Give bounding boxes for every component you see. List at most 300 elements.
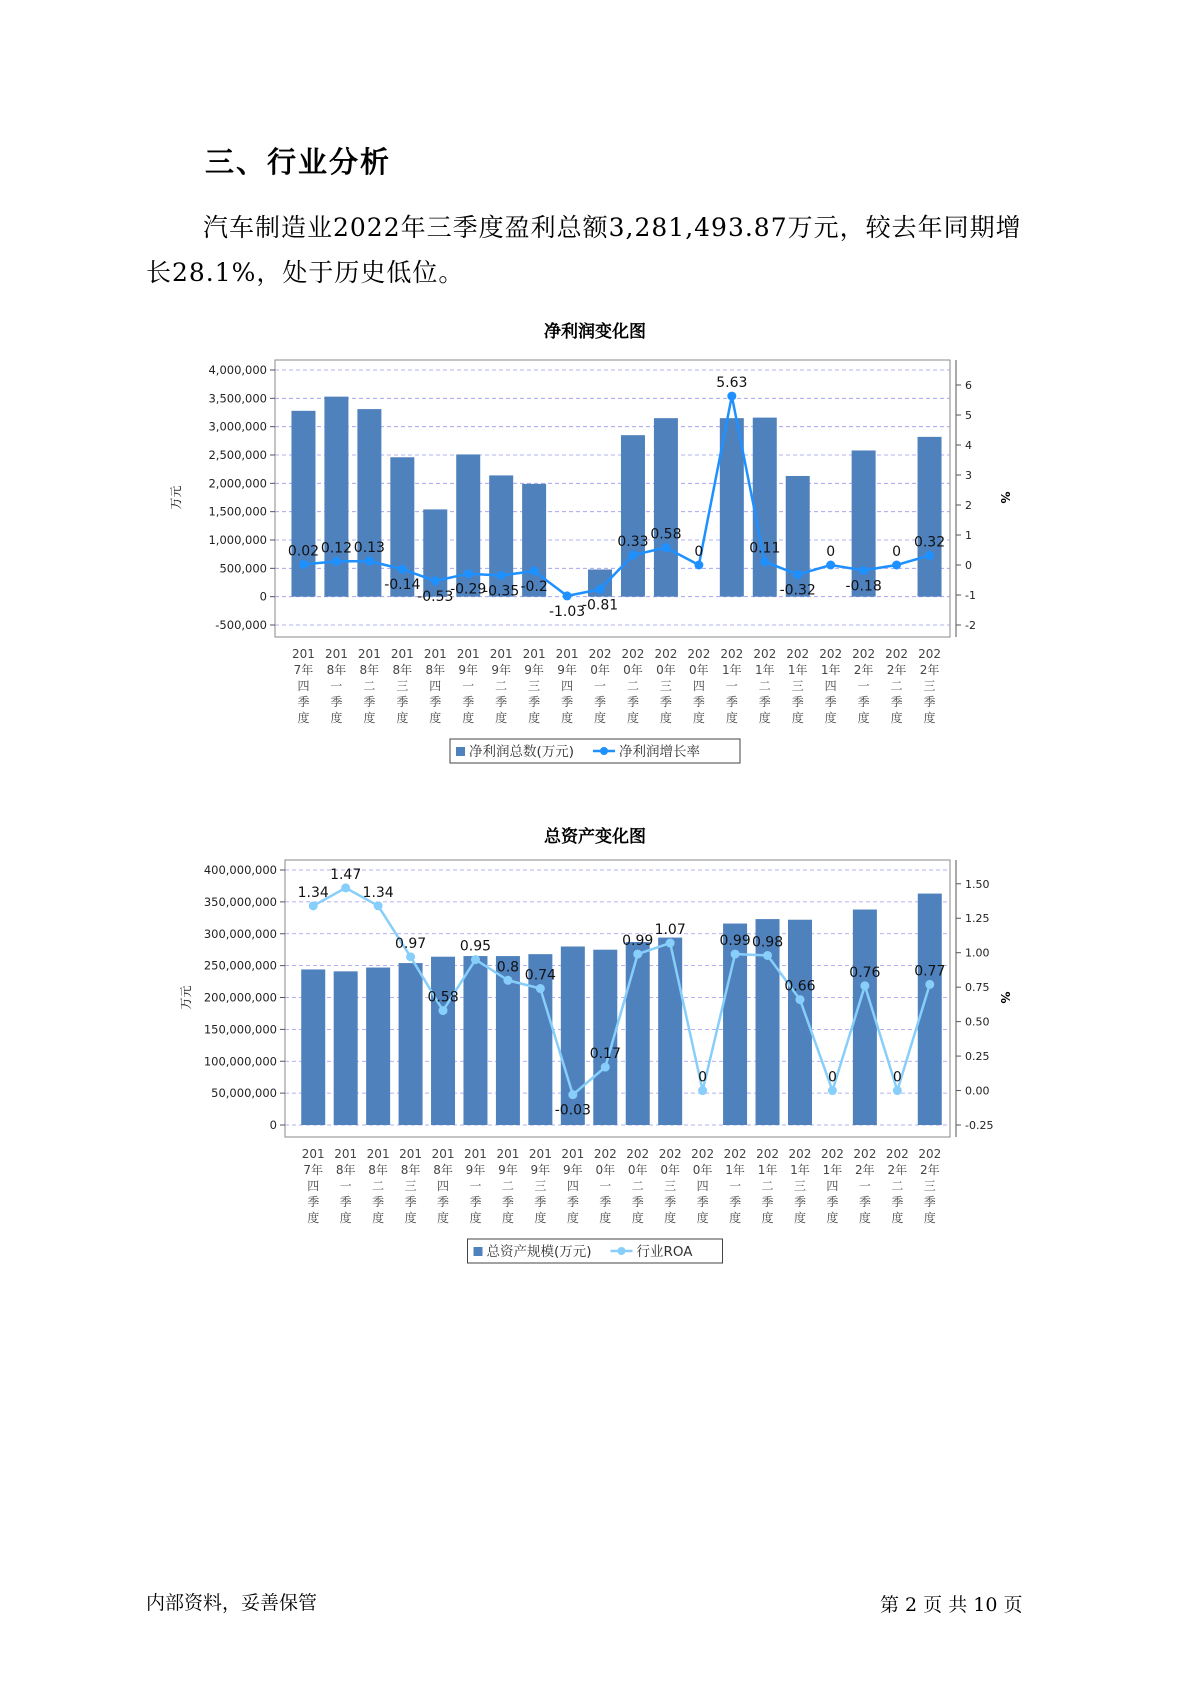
- bar: [658, 938, 682, 1125]
- line-point: [628, 551, 637, 560]
- x-tick-label: 202: [588, 647, 612, 661]
- data-label: 0.74: [524, 967, 556, 984]
- data-label: 0.77: [914, 963, 946, 980]
- y-tick-label: 250,000,000: [203, 958, 277, 973]
- x-tick-label: 季: [631, 1195, 644, 1209]
- x-tick-label: 8年: [326, 663, 347, 677]
- data-label: 0.99: [622, 933, 654, 950]
- x-tick-label: 2年: [919, 663, 940, 677]
- x-tick-label: 二: [363, 679, 376, 693]
- x-tick-label: 三: [664, 1179, 677, 1193]
- x-tick-label: 201: [522, 647, 546, 661]
- bar: [301, 969, 325, 1125]
- data-label: 5.63: [716, 375, 748, 392]
- y-tick-label: 500,000: [219, 561, 267, 576]
- y2-tick-label: 5: [965, 409, 972, 422]
- x-tick-label: 201: [334, 1147, 358, 1161]
- line-point: [892, 561, 901, 570]
- x-tick-label: 9年: [498, 1163, 518, 1177]
- line-point: [563, 591, 572, 600]
- data-label: 1.34: [362, 884, 394, 901]
- bar: [366, 968, 390, 1125]
- y-tick-label: 0: [269, 1118, 277, 1132]
- legend-bar-label: 总资产规模(万元): [486, 1244, 592, 1260]
- x-tick-label: 季: [566, 1195, 579, 1209]
- data-label: 0.99: [719, 933, 751, 950]
- x-tick-label: 1年: [754, 663, 775, 677]
- x-tick-label: 季: [594, 695, 607, 709]
- x-tick-label: 四: [307, 1179, 320, 1193]
- data-label: 0.12: [320, 540, 353, 557]
- y-tick-label: 3,500,000: [208, 391, 267, 406]
- x-tick-label: 度: [561, 711, 574, 725]
- x-tick-label: 度: [462, 711, 475, 725]
- x-tick-label: 7年: [303, 1163, 324, 1177]
- x-tick-label: 201: [399, 1147, 423, 1161]
- x-tick-label: 四: [824, 679, 837, 693]
- data-label: 0: [892, 544, 902, 560]
- x-tick-label: 度: [664, 1211, 677, 1225]
- x-tick-label: 201: [464, 1147, 487, 1161]
- data-label: -1.03: [548, 603, 586, 620]
- x-tick-label: 季: [297, 695, 310, 709]
- line-point: [365, 557, 374, 566]
- bar: [853, 910, 877, 1125]
- line-point: [633, 950, 642, 959]
- data-label: 0.8: [496, 959, 520, 976]
- x-tick-label: 0年: [590, 663, 610, 677]
- y2-tick-label: 2: [965, 499, 972, 512]
- x-tick-label: 度: [826, 1211, 839, 1225]
- x-tick-label: 季: [729, 1195, 742, 1209]
- y-tick-label: 0: [259, 589, 267, 604]
- y2-tick-label: 0: [965, 559, 972, 572]
- x-tick-label: 季: [923, 695, 936, 709]
- legend-line-marker: [618, 1247, 626, 1255]
- x-tick-label: 一: [729, 1179, 742, 1193]
- x-tick-label: 三: [528, 679, 541, 693]
- x-tick-label: 201: [496, 1147, 520, 1161]
- y2-tick-label: -1: [965, 589, 976, 602]
- line-point: [828, 1086, 837, 1095]
- x-tick-label: 8年: [359, 663, 380, 677]
- x-tick-label: 度: [626, 711, 639, 725]
- data-label: 0.11: [749, 540, 781, 557]
- data-label: 0: [826, 544, 836, 560]
- data-label: 0: [892, 1069, 902, 1086]
- x-tick-label: 度: [594, 711, 607, 725]
- y-tick-label: 400,000,000: [203, 863, 277, 877]
- line-point: [925, 980, 934, 989]
- x-tick-label: 度: [501, 1211, 514, 1225]
- bar: [357, 409, 381, 597]
- x-tick-label: 202: [820, 1147, 844, 1161]
- data-label: 0.02: [287, 543, 320, 560]
- x-tick-label: 二: [631, 1179, 644, 1193]
- x-tick-label: 度: [437, 1211, 450, 1225]
- line-point: [464, 569, 473, 578]
- x-tick-label: 二: [761, 1179, 774, 1193]
- y2-axis-title: %: [998, 991, 1012, 1004]
- legend-bar-swatch: [456, 747, 465, 756]
- y-tick-label: 1,500,000: [208, 504, 267, 519]
- x-tick-label: 季: [692, 695, 705, 709]
- x-tick-label: 季: [791, 695, 804, 709]
- x-tick-label: 四: [429, 679, 442, 693]
- x-tick-label: 201: [489, 647, 513, 661]
- y-tick-label: 150,000,000: [203, 1022, 277, 1037]
- x-tick-label: 二: [890, 679, 903, 693]
- x-tick-label: 202: [720, 647, 744, 661]
- x-tick-label: 202: [687, 647, 711, 661]
- y-tick-label: 4,000,000: [208, 363, 267, 377]
- x-tick-label: 一: [330, 679, 343, 693]
- x-tick-label: 1年: [725, 1163, 745, 1177]
- x-tick-label: 二: [501, 1179, 514, 1193]
- x-tick-label: 季: [626, 695, 639, 709]
- x-tick-label: 四: [437, 1179, 450, 1193]
- line-point: [731, 950, 740, 959]
- x-tick-label: 季: [561, 695, 574, 709]
- x-tick-label: 201: [324, 647, 348, 661]
- y-tick-label: 3,000,000: [208, 419, 267, 434]
- x-tick-label: 季: [664, 1195, 677, 1209]
- x-tick-label: 0年: [623, 663, 643, 677]
- data-label: 0: [827, 1069, 837, 1086]
- line-point: [666, 939, 675, 948]
- data-label: -0.29: [450, 581, 487, 598]
- data-label: 0.66: [784, 978, 816, 995]
- x-tick-label: 季: [725, 695, 738, 709]
- y2-tick-label: 0.75: [965, 981, 990, 995]
- line-point: [698, 1086, 707, 1095]
- line-point: [661, 543, 670, 552]
- line-point: [332, 557, 341, 566]
- data-label: 0.13: [353, 540, 385, 557]
- x-tick-label: 季: [330, 695, 343, 709]
- x-tick-label: 度: [659, 711, 672, 725]
- x-tick-label: 8年: [335, 1163, 356, 1177]
- line-point: [793, 570, 802, 579]
- x-tick-label: 1年: [790, 1163, 810, 1177]
- x-tick-label: 8年: [368, 1163, 388, 1177]
- data-label: 0: [698, 1069, 708, 1086]
- x-tick-label: 度: [791, 711, 804, 725]
- y2-tick-label: 1.00: [965, 946, 990, 960]
- x-tick-label: 二: [891, 1179, 904, 1193]
- x-tick-label: 季: [469, 1195, 482, 1209]
- x-tick-label: 度: [923, 711, 936, 725]
- bar: [626, 942, 650, 1125]
- line-point: [860, 981, 869, 990]
- y-tick-label: 2,500,000: [208, 448, 267, 462]
- x-tick-label: 202: [853, 1147, 877, 1161]
- y2-tick-label: 1.25: [965, 912, 990, 926]
- x-tick-label: 201: [366, 1147, 390, 1161]
- y-tick-label: 50,000,000: [211, 1086, 277, 1101]
- y2-tick-label: -0.25: [965, 1119, 994, 1132]
- legend-bar-swatch: [474, 1247, 483, 1256]
- x-tick-label: 度: [534, 1211, 547, 1225]
- x-tick-label: 季: [495, 695, 508, 709]
- x-tick-label: 8年: [400, 1163, 421, 1177]
- x-tick-label: 7年: [293, 663, 314, 677]
- x-tick-label: 201: [357, 647, 381, 661]
- x-tick-label: 202: [786, 647, 810, 661]
- x-tick-label: 1年: [822, 1163, 843, 1177]
- x-tick-label: 度: [528, 711, 541, 725]
- x-tick-label: 202: [593, 1147, 617, 1161]
- x-tick-label: 季: [372, 1195, 385, 1209]
- x-tick-label: 季: [758, 695, 771, 709]
- x-tick-label: 201: [292, 647, 315, 661]
- y2-tick-label: 6: [965, 379, 972, 392]
- x-tick-label: 202: [885, 647, 909, 661]
- x-tick-label: 度: [761, 1211, 774, 1225]
- x-tick-label: 度: [469, 1211, 482, 1225]
- y2-tick-label: 0.00: [965, 1084, 990, 1098]
- x-tick-label: 9年: [557, 663, 577, 677]
- x-tick-label: 9年: [524, 663, 544, 677]
- y2-tick-label: -2: [965, 619, 976, 632]
- line-point: [826, 561, 835, 570]
- x-tick-label: 202: [885, 1147, 909, 1161]
- line-point: [596, 585, 605, 594]
- data-label: 0.76: [849, 964, 881, 981]
- y-axis-title: 万元: [169, 485, 183, 510]
- x-tick-label: 202: [621, 647, 645, 661]
- x-tick-label: 四: [561, 679, 574, 693]
- x-tick-label: 季: [339, 1195, 352, 1209]
- data-label: 1.47: [330, 866, 362, 883]
- x-tick-label: 季: [429, 695, 442, 709]
- legend-line-label: 净利润增长率: [619, 744, 700, 760]
- line-point: [471, 955, 480, 964]
- x-tick-label: 201: [431, 1147, 455, 1161]
- x-tick-label: 季: [824, 695, 837, 709]
- line-point: [439, 1006, 448, 1015]
- data-label: -0.81: [581, 597, 619, 614]
- x-tick-label: 度: [396, 711, 409, 725]
- x-tick-label: 季: [858, 1195, 871, 1209]
- x-tick-label: 201: [390, 647, 414, 661]
- x-tick-label: 2年: [919, 1163, 940, 1177]
- legend-bar-label: 净利润总数(万元): [469, 744, 575, 760]
- line-point: [763, 951, 772, 960]
- data-label: 1.07: [654, 922, 686, 939]
- y-tick-label: 200,000,000: [203, 990, 277, 1005]
- line-point: [893, 1086, 902, 1095]
- x-tick-label: 度: [793, 1211, 806, 1225]
- x-tick-label: 度: [923, 1211, 936, 1225]
- data-label: -0.18: [845, 578, 882, 595]
- data-label: 0.95: [459, 938, 492, 955]
- x-tick-label: 季: [659, 695, 672, 709]
- line-point: [398, 565, 407, 574]
- data-label: 0.58: [650, 526, 682, 543]
- line-point: [568, 1090, 577, 1099]
- y-tick-label: 300,000,000: [203, 926, 277, 941]
- x-tick-label: 三: [396, 679, 409, 693]
- x-tick-label: 季: [462, 695, 475, 709]
- data-label: -0.53: [417, 588, 454, 605]
- data-label: -0.03: [554, 1102, 591, 1119]
- x-tick-label: 三: [923, 679, 936, 693]
- y2-tick-label: 0.25: [965, 1050, 990, 1064]
- chart-title: 净利润变化图: [544, 322, 646, 342]
- bar: [334, 971, 358, 1125]
- y2-tick-label: 3: [965, 469, 972, 482]
- x-tick-label: 度: [891, 1211, 904, 1225]
- section-heading: 三、行业分析: [205, 145, 392, 179]
- x-tick-label: 0年: [692, 1163, 713, 1177]
- x-tick-label: 一: [857, 679, 870, 693]
- x-tick-label: 度: [696, 1211, 709, 1225]
- x-tick-label: 度: [857, 711, 870, 725]
- x-tick-label: 三: [791, 679, 804, 693]
- section-paragraph: 汽车制造业2022年三季度盈利总额3,281,493.87万元，较去年同期增长28.1%，处于历史低位。: [146, 213, 1022, 287]
- x-tick-label: 季: [793, 1195, 806, 1209]
- line-point: [503, 976, 512, 985]
- x-tick-label: 度: [824, 711, 837, 725]
- bar: [431, 957, 455, 1125]
- x-tick-label: 度: [692, 711, 705, 725]
- footer-confidential-note: 内部资料，妥善保管: [146, 1592, 318, 1614]
- line-point: [374, 901, 383, 910]
- x-tick-label: 8年: [433, 1163, 453, 1177]
- x-tick-label: 三: [923, 1179, 936, 1193]
- x-tick-label: 202: [654, 647, 678, 661]
- line-point: [795, 995, 804, 1004]
- x-tick-label: 8年: [425, 663, 446, 677]
- x-tick-label: 201: [528, 1147, 552, 1161]
- x-tick-label: 202: [918, 1147, 942, 1161]
- x-tick-label: 0年: [660, 1163, 680, 1177]
- bar: [654, 418, 678, 596]
- bar: [390, 457, 414, 596]
- x-tick-label: 度: [631, 1211, 644, 1225]
- x-tick-label: 季: [528, 695, 541, 709]
- data-label: 0: [694, 544, 704, 560]
- x-tick-label: 2年: [855, 1163, 875, 1177]
- bar: [918, 437, 942, 597]
- data-label: 0.97: [394, 935, 427, 952]
- x-tick-label: 度: [599, 1211, 612, 1225]
- x-tick-label: 202: [918, 647, 941, 661]
- data-label: -0.14: [384, 577, 421, 594]
- bar: [463, 956, 487, 1125]
- x-tick-label: 季: [307, 1195, 320, 1209]
- x-tick-label: 202: [788, 1147, 812, 1161]
- x-tick-label: 季: [923, 1195, 936, 1209]
- x-tick-label: 201: [301, 1147, 325, 1161]
- x-tick-label: 季: [891, 1195, 904, 1209]
- data-label: 0.58: [427, 989, 459, 1006]
- x-tick-label: 季: [534, 1195, 547, 1209]
- x-tick-label: 季: [404, 1195, 417, 1209]
- data-label: 1.34: [297, 884, 329, 901]
- x-tick-label: 四: [297, 679, 310, 693]
- x-tick-label: 季: [826, 1195, 839, 1209]
- x-tick-label: 一: [462, 679, 475, 693]
- x-tick-label: 季: [599, 1195, 612, 1209]
- line-point: [431, 576, 440, 585]
- line-point: [309, 901, 318, 910]
- x-tick-label: 季: [890, 695, 903, 709]
- x-tick-label: 201: [456, 647, 480, 661]
- data-label: 0.33: [617, 534, 649, 551]
- x-tick-label: 二: [626, 679, 639, 693]
- y-tick-label: 350,000,000: [203, 894, 277, 909]
- x-tick-label: 202: [691, 1147, 715, 1161]
- data-label: -0.35: [483, 583, 520, 600]
- x-tick-label: 202: [852, 647, 876, 661]
- x-tick-label: 度: [404, 1211, 417, 1225]
- x-tick-label: 度: [890, 711, 903, 725]
- footer-page-number: 第 2 页 共 10 页: [880, 1594, 1023, 1616]
- x-tick-label: 度: [429, 711, 442, 725]
- x-tick-label: 1年: [787, 663, 808, 677]
- x-tick-label: 季: [501, 1195, 514, 1209]
- x-tick-label: 三: [793, 1179, 806, 1193]
- y2-tick-label: 4: [965, 439, 972, 452]
- x-tick-label: 1年: [722, 663, 742, 677]
- data-label: -0.32: [779, 582, 816, 599]
- x-tick-label: 9年: [491, 663, 511, 677]
- line-point: [406, 952, 415, 961]
- x-tick-label: 9年: [530, 1163, 551, 1177]
- y-tick-label: -500,000: [215, 618, 267, 632]
- x-tick-label: 季: [696, 1195, 709, 1209]
- x-tick-label: 度: [495, 711, 508, 725]
- x-tick-label: 202: [756, 1147, 779, 1161]
- x-tick-label: 度: [372, 1211, 385, 1225]
- x-tick-label: 一: [725, 679, 738, 693]
- line-point: [859, 566, 868, 575]
- x-tick-label: 度: [725, 711, 738, 725]
- data-label: 0.98: [751, 934, 784, 951]
- x-tick-label: 季: [437, 1195, 450, 1209]
- x-tick-label: 二: [495, 679, 508, 693]
- x-tick-label: 1年: [757, 1163, 778, 1177]
- x-tick-label: 度: [566, 1211, 579, 1225]
- line-point: [341, 883, 350, 892]
- x-tick-label: 0年: [656, 663, 676, 677]
- line-point: [497, 571, 506, 580]
- y-axis-title: 万元: [179, 985, 193, 1010]
- x-tick-label: 度: [758, 711, 771, 725]
- y2-tick-label: 1: [965, 529, 972, 542]
- x-tick-label: 四: [696, 1179, 709, 1193]
- x-tick-label: 度: [729, 1211, 742, 1225]
- x-tick-label: 季: [857, 695, 870, 709]
- x-tick-label: 2年: [853, 663, 874, 677]
- bar: [753, 418, 777, 597]
- x-tick-label: 二: [372, 1179, 385, 1193]
- x-tick-label: 度: [363, 711, 376, 725]
- x-tick-label: 202: [753, 647, 777, 661]
- y-tick-label: 100,000,000: [203, 1054, 277, 1069]
- legend-line-marker: [600, 747, 608, 755]
- x-tick-label: 1年: [820, 663, 841, 677]
- x-tick-label: 四: [826, 1179, 839, 1193]
- x-tick-label: 三: [404, 1179, 417, 1193]
- y2-axis-title: %: [998, 491, 1012, 504]
- total-assets-chart: [0, 820, 1191, 1280]
- x-tick-label: 三: [659, 679, 672, 693]
- y2-tick-label: 0.50: [965, 1015, 990, 1029]
- x-tick-label: 9年: [465, 1163, 486, 1177]
